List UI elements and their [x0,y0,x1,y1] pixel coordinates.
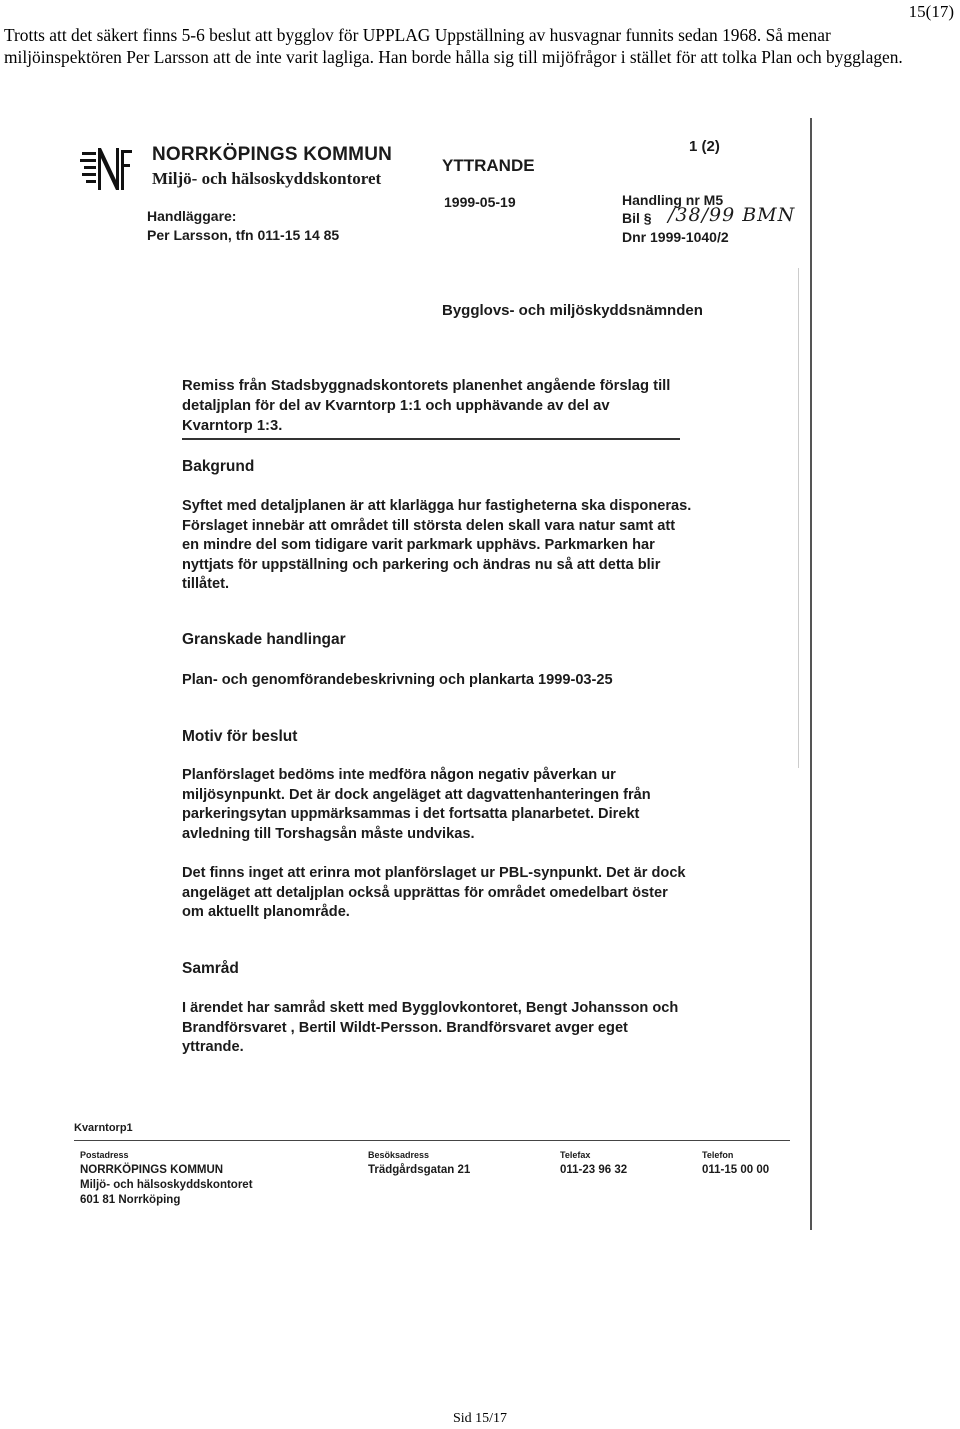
org-name: NORRKÖPINGS KOMMUN [152,144,393,165]
intro-paragraph: Trotts att det säkert finns 5-6 beslut att bygglov för UPPLAG Uppställning av husvagnar funnits sedan 1968. Så menar miljöinspektören Per Larsson att de inte varit lagliga. Han borde hålla sig till mijöfrågor i stället för att tolka Plan och bygglagen. [4,25,903,67]
subject-underline [182,438,680,440]
footer-telefax [560,1148,627,1178]
besoksadress-value: Trädgårdsgatan 21 [368,1164,471,1176]
footer-postadress [80,1148,253,1208]
handlaggare-name: Per Larsson, tfn 011-15 14 85 [147,227,340,243]
recipient: Bygglovs- och miljöskyddsnämnden [442,302,703,319]
bil-label: Bil § [622,210,652,226]
diarienummer: Dnr 1999-1040/2 [622,229,729,245]
scan-faint-line [798,268,799,768]
page-number: 15(17) [908,2,954,21]
handling-number: Handling nr M5 [622,192,724,208]
section-heading: Granskade handlingar [182,631,346,648]
postadress-line: 601 81 Norrköping [80,1194,181,1206]
besoksadress-label: Besöksadress [368,1150,430,1160]
postadress-line: NORRKÖPINGS KOMMUN [80,1164,224,1176]
municipality-logo-icon [80,146,132,192]
subject: Remiss från Stadsbyggnadskontorets planenhet angående förslag till detaljplan för del av Kvarntorp 1:1 och upphävande av del av Kvarntorp 1:3. [182,378,671,434]
section-heading: Bakgrund [182,458,255,475]
postadress-line: Miljö- och hälsoskyddskontoret [80,1179,253,1191]
org-department: Miljö- och hälsoskyddskontoret [152,169,382,188]
telefon-label: Telefon [702,1150,734,1160]
telefax-value: 011-23 96 32 [560,1164,628,1176]
section-heading: Motiv för beslut [182,728,298,745]
section-paragraph: Planförslaget bedöms inte medföra någon negativ påverkan ur miljösynpunkt. Det är dock angeläget att dagvattenhanteringen från parkeringsytan uppmärksammas i det fortsatta planarbetet. Direkt avledning till Torshagsån måste undvikas. [182,767,651,842]
postadress-label: Postadress [80,1150,129,1160]
telefon-value: 011-15 00 00 [702,1164,770,1176]
page-footer: Sid 15/17 [452,1411,508,1426]
section-paragraph: Det finns inget att erinra mot planförslaget ur PBL-synpunkt. Det är dock angeläget att detaljplan också upprättas för området omedelbart öster om aktuellt planområde. [182,865,686,920]
bil-handwritten: /38/99 BMN [668,204,796,226]
section-heading: Samråd [182,960,239,977]
scanned-letter [60,118,820,1238]
footer-rule [74,1140,790,1141]
document-date: 1999-05-19 [444,194,516,210]
footer-telefon [702,1148,769,1178]
footer-besoksadress [368,1148,470,1178]
scan-edge-line [810,118,812,1230]
handlaggare-label: Handläggare: [147,208,237,224]
document-page: 1 (2) [689,138,720,155]
footer-doc-ref: Kvarntorp1 [74,1122,133,1134]
section-paragraph: Syftet med detaljplanen är att klarlägga hur fastigheterna ska disponeras. Förslaget innebär att området till största delen skall vara natur samt att en mindre del som tidigare varit parkmark upphävs. Parkmarken har nyttjats för uppställning och parkering och ändras nu så att detta blir tillåtet. [182,498,692,592]
telefax-label: Telefax [560,1150,591,1160]
section-paragraph: I ärendet har samråd skett med Bygglovkontoret, Bengt Johansson och Brandförsvaret , Bertil Wildt-Persson. Brandförsvaret avger eget yttrande. [182,1000,679,1055]
document-type: YTTRANDE [442,156,535,175]
section-paragraph: Plan- och genomförandebeskrivning och plankarta 1999-03-25 [182,672,613,688]
